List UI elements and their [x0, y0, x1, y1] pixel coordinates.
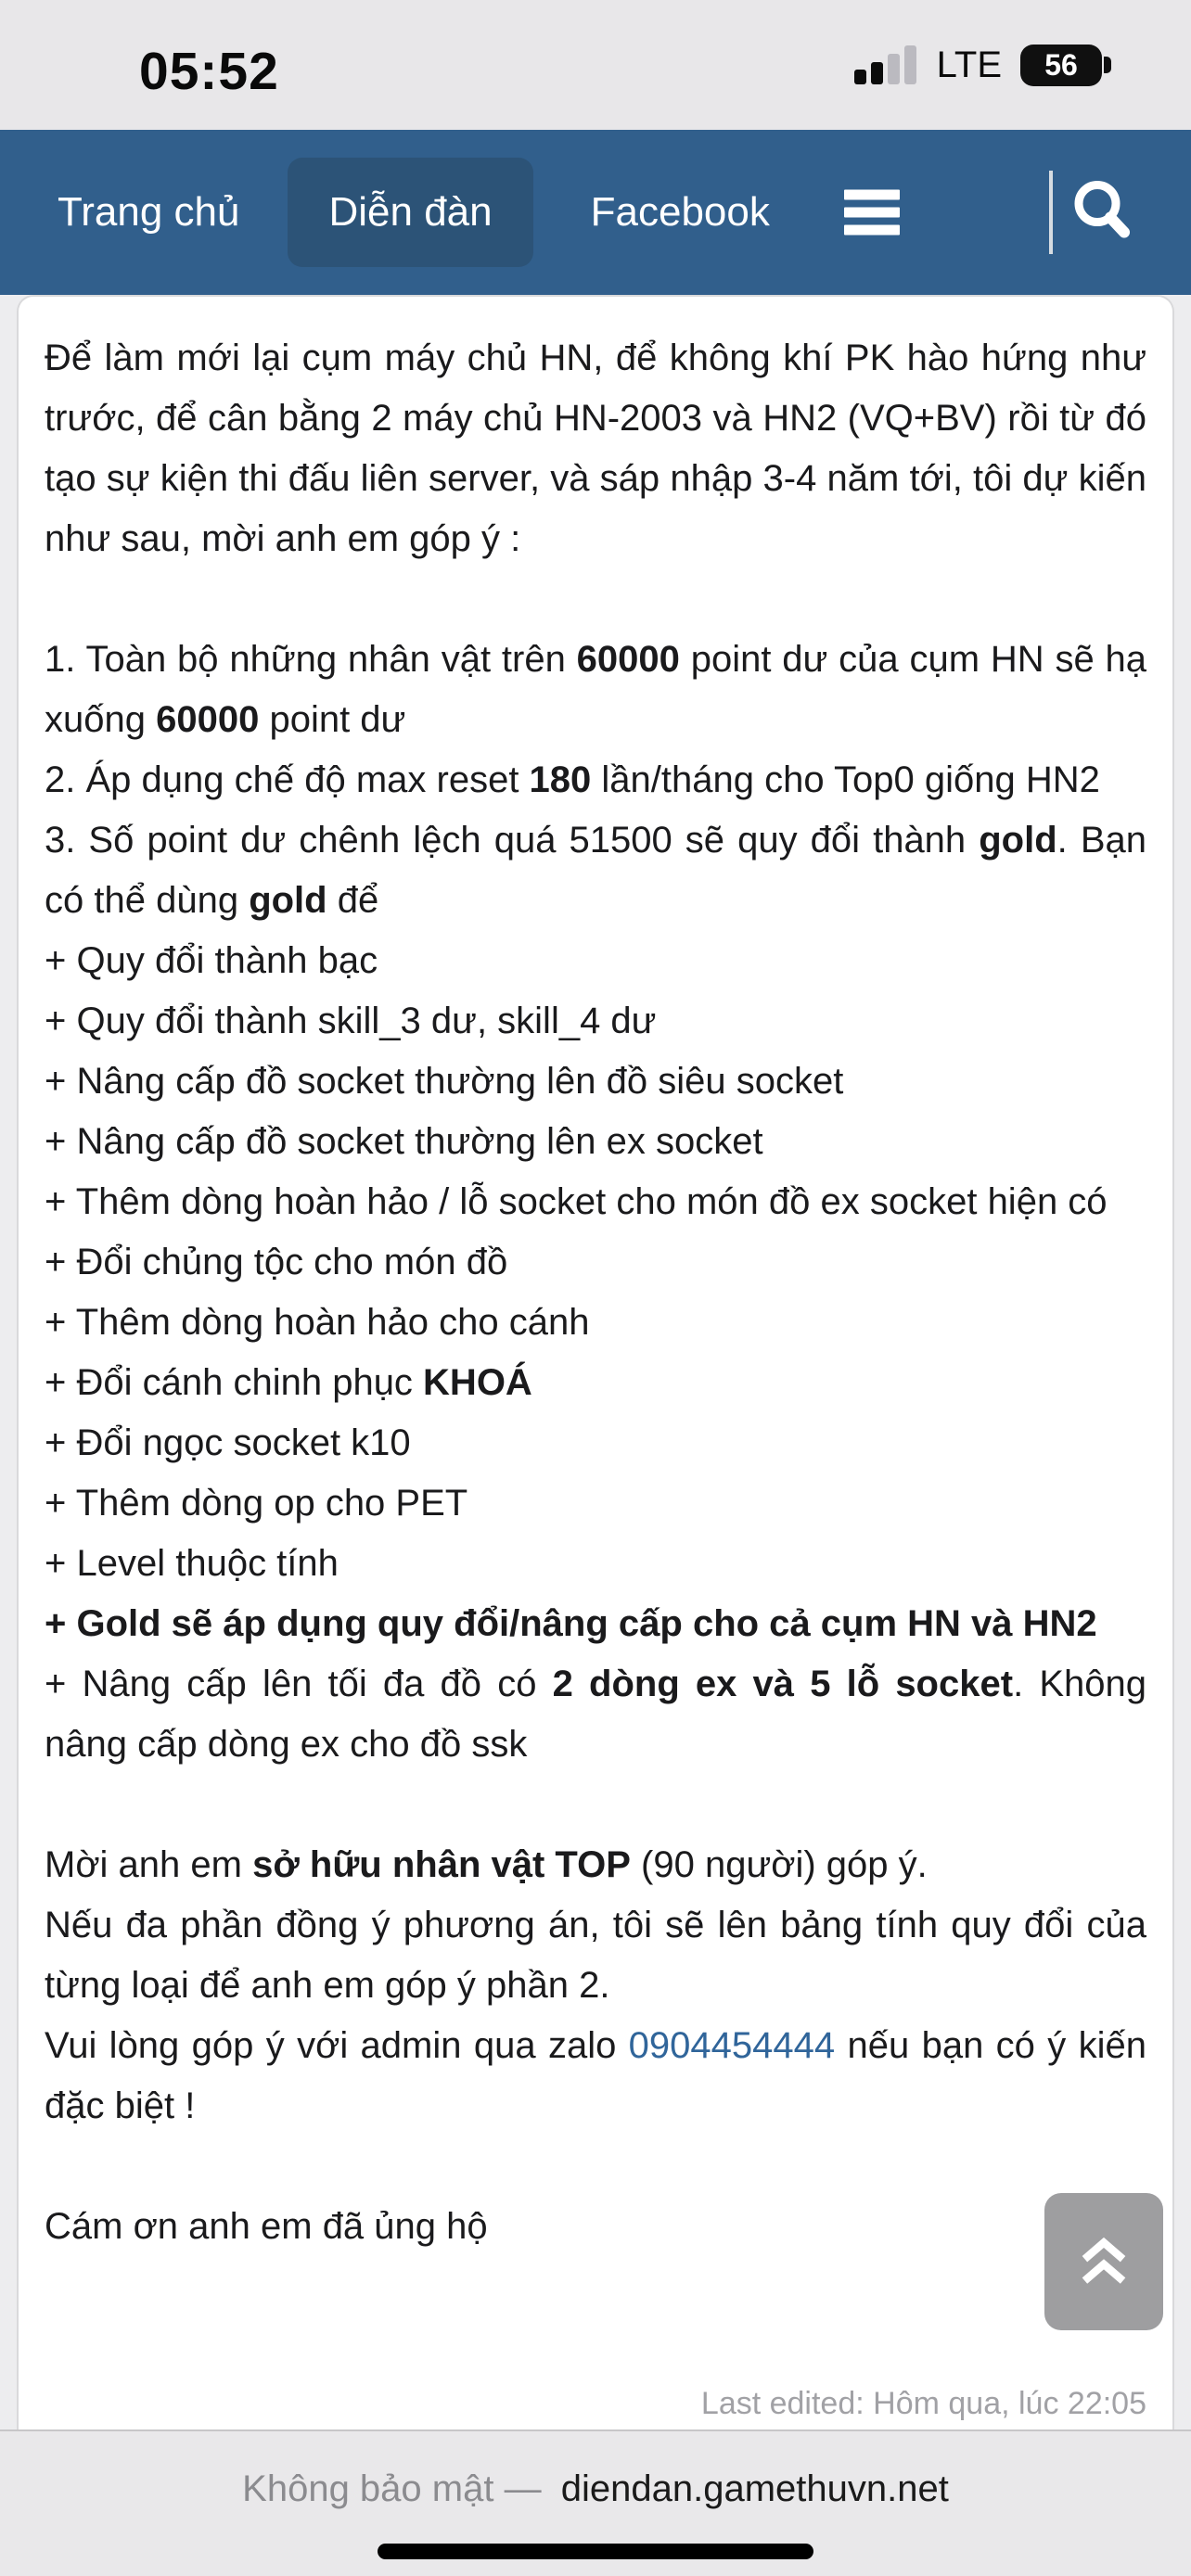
post-paragraph [45, 328, 1146, 569]
post-paragraph [45, 1052, 1146, 1112]
bold-text: KHOÁ [423, 1362, 532, 1403]
battery-icon [1020, 45, 1111, 86]
status-right-cluster [854, 0, 1111, 130]
text-segment: 1. Toàn bộ những nhân vật trên [45, 639, 577, 680]
nav-item-facebook[interactable]: Facebook [590, 189, 770, 235]
main-nav [0, 130, 1191, 295]
post-paragraph [45, 1594, 1146, 1654]
post-paragraph [45, 2016, 1146, 2136]
last-edited-label: Last edited: Hôm qua, lúc 22:05 [700, 2386, 1146, 2421]
home-indicator[interactable] [378, 2544, 813, 2559]
text-segment: point dư của cụm HN sẽ hạ xuống [45, 639, 1147, 740]
text-segment: Mời anh em [45, 1844, 253, 1885]
url-separator: — [504, 2468, 542, 2509]
text-segment: + Nâng cấp đồ socket thường lên ex socket [45, 1121, 763, 1162]
post-paragraph [45, 1172, 1146, 1232]
status-time: 05:52 [139, 42, 279, 101]
bold-text: 60000 [576, 639, 680, 680]
zalo-phone-link[interactable]: 0904454444 [628, 2025, 836, 2066]
text-segment: lần/tháng cho Top0 giống HN2 [591, 759, 1100, 800]
text-segment: (90 người) góp ý. [630, 1844, 928, 1885]
text-segment: + Nâng cấp đồ socket thường lên đồ siêu socket [45, 1061, 844, 1102]
text-segment: + Quy đổi thành bạc [45, 940, 378, 981]
text-segment: + Đổi cánh chinh phục [45, 1362, 424, 1403]
text-segment: để [327, 880, 379, 921]
bold-text: + Gold sẽ áp dụng quy đổi/nâng cấp cho cả cụm HN và HN2 [45, 1603, 1097, 1644]
signal-strength-icon [854, 45, 916, 84]
post-paragraph [45, 1353, 1146, 1413]
nav-item-forum-label: Diễn đàn [328, 189, 493, 235]
text-segment: . Không nâng cấp dòng ex cho đồ ssk [45, 1664, 1146, 1765]
text-segment: Cám ơn anh em đã ủng hộ [45, 2206, 488, 2247]
menu-button[interactable] [835, 173, 909, 252]
post-paragraph [45, 810, 1146, 931]
battery-percent: 56 [1044, 47, 1078, 82]
post-paragraph [45, 1534, 1146, 1594]
text-segment: Để làm mới lại cụm máy chủ HN, để không khí PK hào hứng như trước, để cân bằng 2 máy chủ HN-2003 và HN2 (VQ+BV) rồi từ đó tạo sự kiện thi đấu liên server, và sáp nhập 3-4 năm tới, tôi dự kiến như sau, mời anh em góp ý : [45, 338, 1146, 559]
nav-divider [1049, 171, 1053, 254]
blank-line [45, 2136, 1146, 2197]
search-button[interactable] [1063, 172, 1143, 254]
post-paragraph [45, 1232, 1146, 1293]
text-segment: + Thêm dòng hoàn hảo / lỗ socket cho món đồ ex socket hiện có [45, 1181, 1108, 1222]
post-paragraph [45, 1413, 1146, 1473]
post-paragraph [45, 750, 1146, 810]
double-chevron-up-icon [1074, 2235, 1133, 2289]
text-segment: + Nâng cấp lên tối đa đồ có [45, 1664, 553, 1704]
post-card [17, 295, 1174, 2429]
post-paragraph [45, 1895, 1146, 2016]
page-background [0, 295, 1191, 2429]
text-segment: + Level thuộc tính [45, 1543, 339, 1584]
text-segment: 2. Áp dụng chế độ max reset [45, 759, 530, 800]
scroll-to-top-button[interactable] [1044, 2193, 1163, 2330]
bold-text: 60000 [156, 699, 260, 740]
post-content [45, 328, 1146, 2257]
blank-line [45, 569, 1146, 630]
post-paragraph [45, 1835, 1146, 1895]
site-domain: diendan.gamethuvn.net [560, 2468, 949, 2509]
text-segment: 3. Số point dư chênh lệch quá 51500 sẽ quy đổi thành [45, 820, 980, 861]
network-type-label: LTE [936, 44, 1002, 85]
nav-item-forum[interactable] [288, 158, 532, 267]
bold-text: gold [979, 820, 1057, 861]
post-paragraph [45, 1293, 1146, 1353]
post-paragraph [45, 991, 1146, 1052]
text-segment: + Đổi chủng tộc cho món đồ [45, 1242, 508, 1282]
post-paragraph [45, 1473, 1146, 1534]
text-segment: + Đổi ngọc socket k10 [45, 1422, 411, 1463]
text-segment: . Bạn có thể dùng [45, 820, 1146, 921]
text-segment: nếu bạn có ý kiến đặc biệt ! [45, 2025, 1146, 2126]
bold-text: 180 [529, 759, 592, 800]
security-label: Không bảo mật [242, 2468, 494, 2509]
text-segment: Nếu đa phần đồng ý phương án, tôi sẽ lên bảng tính quy đổi của từng loại để anh em góp ý phần 2. [45, 1905, 1146, 2006]
post-paragraph [45, 931, 1146, 991]
text-segment: + Thêm dòng op cho PET [45, 1483, 468, 1524]
text-segment: + Quy đổi thành skill_3 dư, skill_4 dư [45, 1001, 657, 1041]
blank-line [45, 1775, 1146, 1835]
bold-text: sở hữu nhân vật TOP [252, 1844, 631, 1885]
text-segment: Vui lòng góp ý với admin qua zalo [45, 2025, 629, 2066]
search-icon [1069, 177, 1137, 246]
text-segment: point dư [259, 699, 406, 740]
post-paragraph [45, 630, 1146, 750]
post-paragraph [45, 2197, 1146, 2257]
battery-nub [1104, 57, 1111, 73]
nav-item-home[interactable]: Trang chủ [58, 189, 240, 235]
post-paragraph [45, 1112, 1146, 1172]
text-segment: + Thêm dòng hoàn hảo cho cánh [45, 1302, 590, 1343]
post-paragraph [45, 1654, 1146, 1775]
status-bar [0, 0, 1191, 130]
bold-text: gold [249, 880, 327, 921]
bold-text: 2 dòng ex và 5 lỗ socket [552, 1664, 1014, 1704]
browser-url-bar[interactable] [0, 2429, 1191, 2576]
url-bar-text [0, 2468, 1191, 2510]
hamburger-icon [844, 190, 900, 236]
